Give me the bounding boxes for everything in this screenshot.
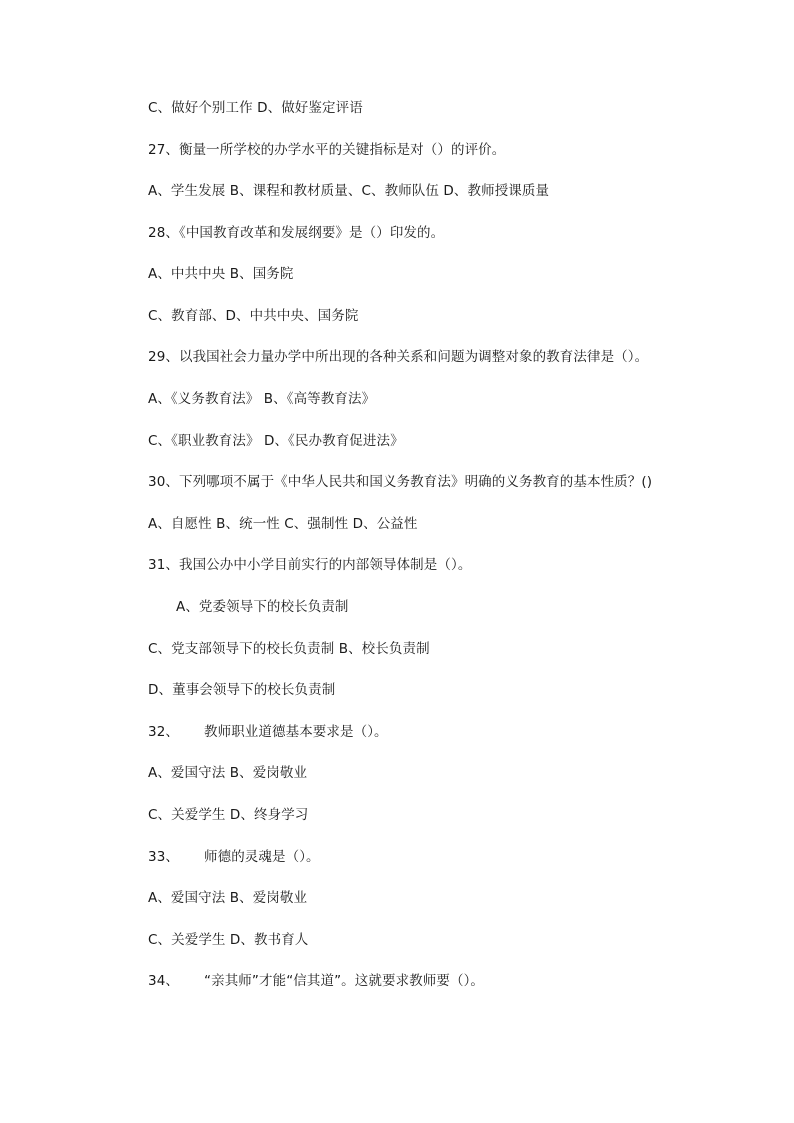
options-q31-cb: C、党支部领导下的校长负责制 B、校长负责制 bbox=[148, 641, 430, 657]
question-29: 29、以我国社会力量办学中所出现的各种关系和问题为调整对象的教育法律是（）。 bbox=[148, 349, 649, 365]
option-line-q26-cd: C、做好个别工作 D、做好鉴定评语 bbox=[148, 100, 363, 116]
question-33-number: 33、 bbox=[148, 849, 179, 865]
options-q29-cd: C、《职业教育法》 D、《民办教育促进法》 bbox=[148, 433, 404, 449]
question-31: 31、我国公办中小学目前实行的内部领导体制是（）。 bbox=[148, 557, 472, 573]
options-q30: A、自愿性 B、统一性 C、强制性 D、公益性 bbox=[148, 516, 418, 532]
question-34-text: “亲其师”才能“信其道”。这就要求教师要（）。 bbox=[204, 973, 485, 989]
question-32-text: 教师职业道德基本要求是（）。 bbox=[204, 724, 388, 740]
options-q33-cd: C、关爱学生 D、教书育人 bbox=[148, 932, 309, 948]
question-32-number: 32、 bbox=[148, 724, 179, 740]
options-q27: A、学生发展 B、课程和教材质量、C、教师队伍 D、教师授课质量 bbox=[148, 183, 550, 199]
options-q29-ab: A、《义务教育法》 B、《高等教育法》 bbox=[148, 391, 376, 407]
question-32 bbox=[148, 723, 388, 741]
question-27: 27、衡量一所学校的办学水平的关键指标是对（）的评价。 bbox=[148, 142, 506, 158]
question-30: 30、下列哪项不属于《中华人民共和国义务教育法》明确的义务教育的基本性质？() bbox=[148, 474, 653, 490]
options-q32-cd: C、关爱学生 D、终身学习 bbox=[148, 807, 309, 823]
question-33-text: 师德的灵魂是（）。 bbox=[204, 849, 320, 865]
options-q33-ab: A、爱国守法 B、爱岗敬业 bbox=[148, 890, 308, 906]
options-q31-d: D、董事会领导下的校长负责制 bbox=[148, 682, 336, 698]
question-33 bbox=[148, 848, 320, 866]
question-34 bbox=[148, 972, 484, 990]
options-q32-ab: A、爱国守法 B、爱岗敬业 bbox=[148, 765, 308, 781]
question-28: 28、《中国教育改革和发展纲要》是（）印发的。 bbox=[148, 225, 445, 241]
options-q31-a: A、党委领导下的校长负责制 bbox=[176, 599, 349, 615]
options-q28-cd: C、教育部、D、中共中央、国务院 bbox=[148, 308, 359, 324]
question-34-number: 34、 bbox=[148, 973, 179, 989]
options-q28-ab: A、中共中央 B、国务院 bbox=[148, 266, 294, 282]
